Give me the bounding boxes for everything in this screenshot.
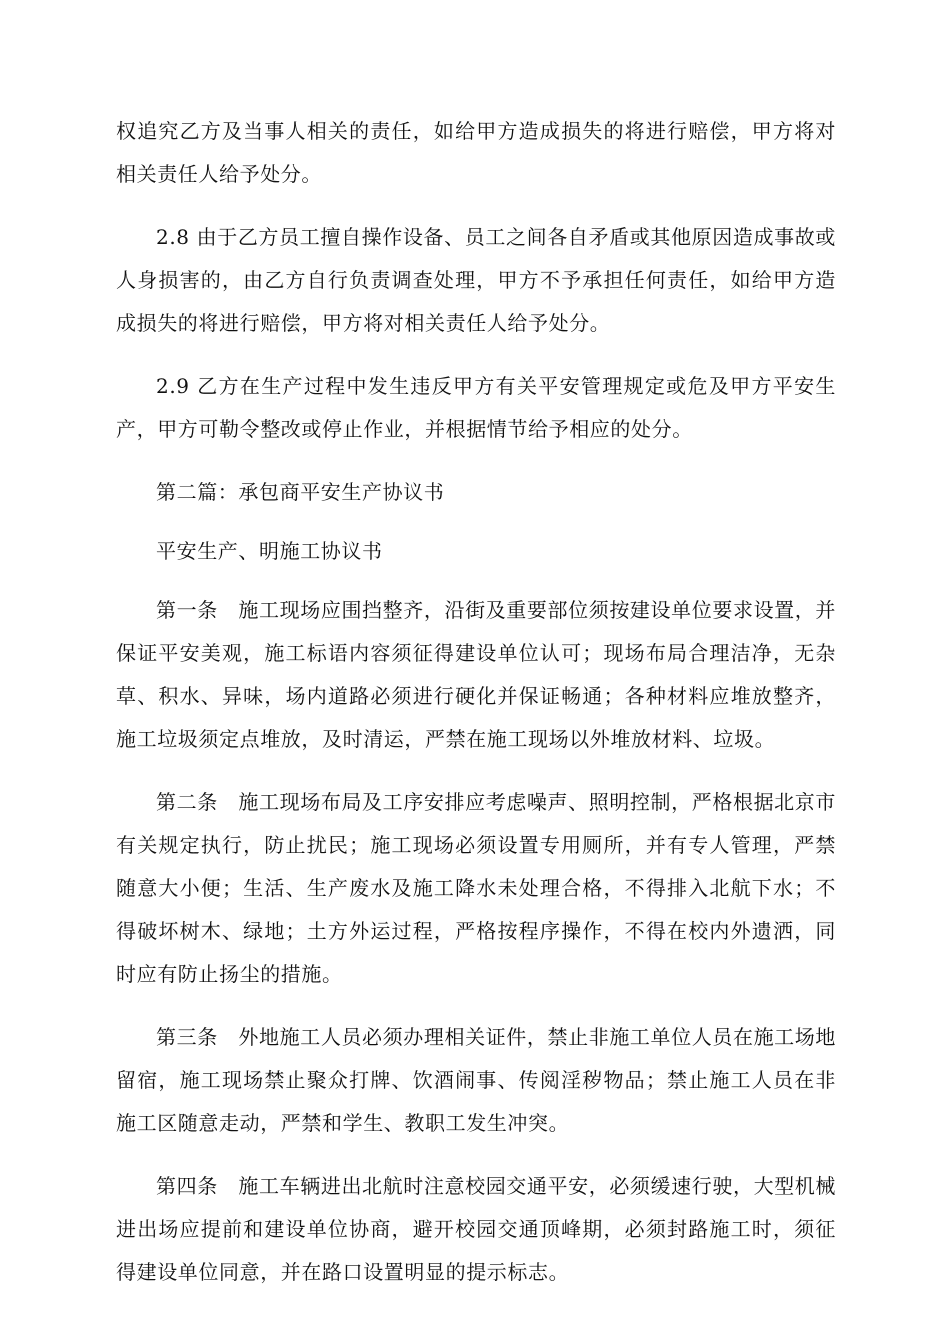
paragraph-2-9: 2.9 乙方在生产过程中发生违反甲方有关平安管理规定或危及甲方平安生产，甲方可勒令整改或停止作业，并根据情节给予相应的处分。	[116, 374, 836, 441]
document-title: 平安生产、明施工协议书	[156, 539, 383, 563]
article-1: 第一条 施工现场应围挡整齐，沿街及重要部位须按建设单位要求设置，并保证平安美观，施工标语内容须征得建设单位认可；现场布局合理洁净，无杂草、积水、异味，场内道路必须进行硬化并保证畅通；各种材料应堆放整齐，施工垃圾须定点堆放，及时清运，严禁在施工现场以外堆放材料、垃圾。	[116, 598, 836, 751]
article-2: 第二条 施工现场布局及工序安排应考虑噪声、照明控制，严格根据北京市有关规定执行，防止扰民；施工现场必须设置专用厕所，并有专人管理，严禁随意大小便；生活、生产废水及施工降水未处理合格，不得排入北航下水；不得破坏树木、绿地；土方外运过程，严格按程序操作，不得在校内外遗洒，同时应有防止扬尘的措施。	[116, 790, 836, 986]
paragraph-2-8: 2.8 由于乙方员工擅自操作设备、员工之间各自矛盾或其他原因造成事故或人身损害的，由乙方自行负责调查处理，甲方不予承担任何责任，如给甲方造成损失的将进行赔偿，甲方将对相关责任人给予处分。	[116, 225, 836, 335]
section-heading: 第二篇：承包商平安生产协议书	[156, 480, 445, 504]
paragraph-continuation: 权追究乙方及当事人相关的责任，如给甲方造成损失的将进行赔偿，甲方将对相关责任人给予处分。	[116, 119, 836, 186]
document-body	[116, 110, 836, 1314]
article-4: 第四条 施工车辆进出北航时注意校园交通平安，必须缓速行驶，大型机械进出场应提前和建设单位协商，避开校园交通顶峰期，必须封路施工时，须征得建设单位同意，并在路口设置明显的提示标志。	[116, 1174, 836, 1284]
article-3: 第三条 外地施工人员必须办理相关证件，禁止非施工单位人员在施工场地留宿，施工现场禁止聚众打牌、饮酒闹事、传阅淫秽物品；禁止施工人员在非施工区随意走动，严禁和学生、教职工发生冲突。	[116, 1025, 836, 1135]
